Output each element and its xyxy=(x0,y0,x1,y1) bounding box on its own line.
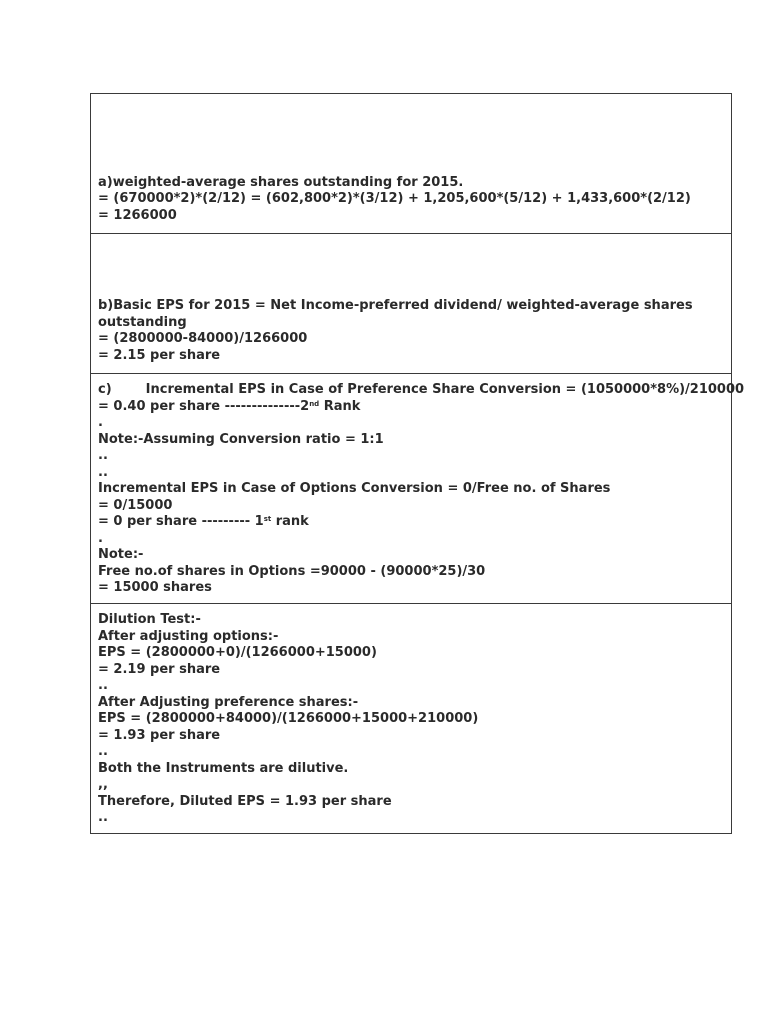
section-c-cell xyxy=(91,374,745,604)
section-b-heading: b)Basic EPS for 2015 = Net Income-preferred dividend/ weighted-average shares outstanding xyxy=(98,298,693,330)
section-d-dots-3: .. xyxy=(98,810,108,825)
eps-preference-result: = 1.93 per share xyxy=(98,727,221,743)
section-b-result: = 2.15 per share xyxy=(98,347,221,363)
section-d-dots-2: .. xyxy=(98,744,108,759)
section-c-dot-2: . xyxy=(98,530,103,546)
after-preference-heading: After Adjusting preference shares:- xyxy=(98,694,359,710)
section-c-dots-2: .. xyxy=(98,464,108,480)
section-d-dots-1: .. xyxy=(98,678,108,693)
section-d-cell xyxy=(91,604,731,833)
section-b-cell xyxy=(91,234,731,374)
diluted-eps-result: Therefore, Diluted EPS = 1.93 per share xyxy=(98,793,392,809)
section-a-heading: a)weighted-average shares outstanding for 2015. xyxy=(98,174,464,190)
section-b-formula: = (2800000-84000)/1266000 xyxy=(98,331,308,346)
section-c-rank-1-sup: st xyxy=(263,515,272,523)
section-a-formula: = (670000*2)*(2/12) = (602,800*2)*(3/12) + 1,205,600*(5/12) + 1,433,600*(2/12) xyxy=(98,191,691,206)
section-d-commas: ,, xyxy=(98,777,108,792)
section-c-free-shares-formula: Free no.of shares in Options =90000 - (90000*25)/30 xyxy=(98,563,486,579)
section-c-dot-1: . xyxy=(98,415,103,430)
section-c-rank-1 xyxy=(98,514,724,531)
section-c-rank-2-sup: nd xyxy=(309,399,320,408)
section-a-text xyxy=(98,175,724,225)
section-c-heading-text: Incremental EPS in Case of Preference Share Conversion = (1050000*8%)/210000 xyxy=(145,382,745,397)
section-c-note-ratio: Note:-Assuming Conversion ratio = 1:1 xyxy=(98,431,384,447)
section-c-note-label: Note:- xyxy=(98,547,144,562)
section-a-cell xyxy=(91,94,731,234)
section-c-rank-2-word: Rank xyxy=(319,398,361,414)
eps-preference-formula: EPS = (2800000+84000)/(1266000+15000+210000) xyxy=(98,711,479,726)
after-options-heading: After adjusting options:- xyxy=(98,628,279,644)
dilutive-conclusion: Both the Instruments are dilutive. xyxy=(98,760,349,776)
section-c-rank-1-word: rank xyxy=(271,514,309,529)
dilution-test-heading: Dilution Test:- xyxy=(98,612,201,627)
section-c-options-heading: Incremental EPS in Case of Options Conversion = 0/Free no. of Shares xyxy=(98,481,611,496)
eps-options-formula: EPS = (2800000+0)/(1266000+15000) xyxy=(98,645,377,660)
section-c-rank-2 xyxy=(98,399,724,416)
section-c-rank-2-text: = 0.40 per share --------------2 xyxy=(98,398,310,414)
eps-options-result: = 2.19 per share xyxy=(98,661,221,677)
section-c-free-shares-result: = 15000 shares xyxy=(98,580,212,595)
section-c-label: c) xyxy=(98,382,112,397)
section-c-heading xyxy=(98,382,745,399)
section-c-dots-1: .. xyxy=(98,448,108,463)
section-b-text xyxy=(98,298,724,364)
section-c-rank-1-text: = 0 per share --------- 1 xyxy=(98,514,264,529)
section-c-options-formula: = 0/15000 xyxy=(98,497,173,513)
section-a-result: = 1266000 xyxy=(98,207,177,223)
answer-table xyxy=(90,93,745,834)
